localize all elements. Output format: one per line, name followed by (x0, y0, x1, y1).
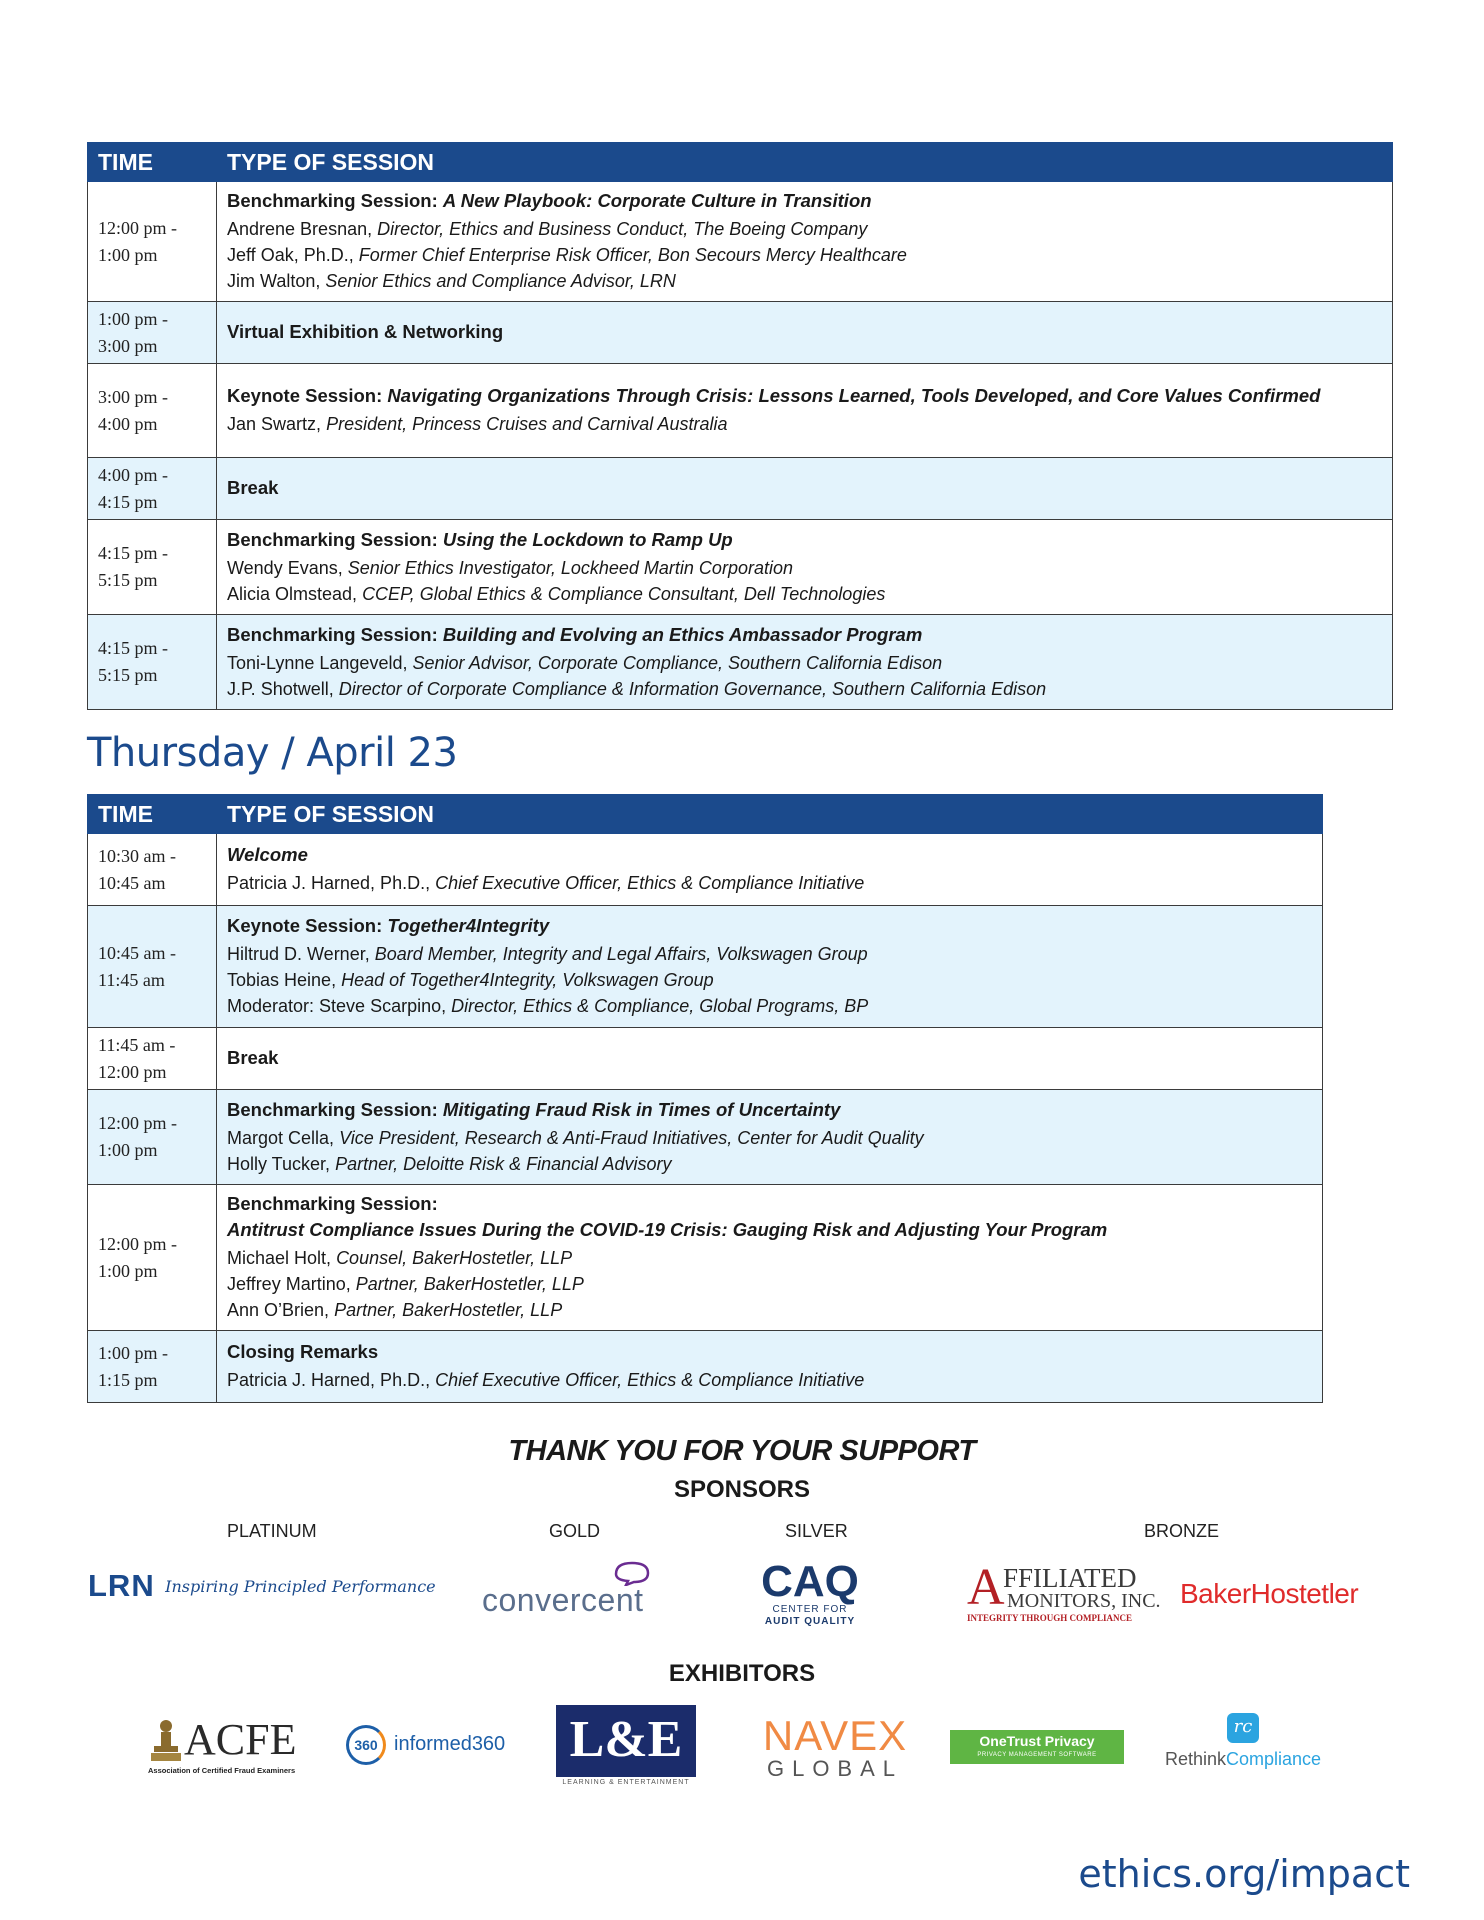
onetrust-line1: OneTrust Privacy (979, 1733, 1095, 1749)
schedule-table-thursday (87, 794, 1323, 1403)
session-type: Benchmarking Session: (227, 623, 438, 645)
start-time: 12:00 pm - (98, 1233, 177, 1254)
bakerhostetler-wordmark: BakerHostetler (1180, 1578, 1359, 1609)
session-title (227, 383, 1382, 409)
schedule-body (88, 182, 1393, 710)
schedule-row (88, 834, 1323, 906)
speaker-name: Jeffrey Martino, (227, 1274, 351, 1294)
caq-logo[interactable] (755, 1557, 865, 1640)
session-column-header: TYPE OF SESSION (217, 143, 1393, 182)
le-mark: L&E (569, 1711, 683, 1768)
speaker-line (227, 1245, 1312, 1271)
end-time: 1:00 pm (98, 1140, 158, 1160)
tier-platinum-label: PLATINUM (227, 1521, 317, 1541)
start-time: 11:45 am - (98, 1034, 176, 1055)
start-time: 4:15 pm - (98, 543, 168, 563)
session-type: Benchmarking Session: (227, 1193, 438, 1214)
session-type: Benchmarking Session: (227, 190, 438, 211)
speaker-line (227, 1367, 1312, 1393)
informed360-name: informed360 (394, 1733, 506, 1755)
session-type: Closing Remarks (227, 1341, 379, 1362)
navex-line2: GLOBAL (766, 1756, 904, 1781)
speaker-name: Jan Swartz, (227, 414, 322, 434)
acfe-emblem-icon (148, 1718, 184, 1764)
table-header-row (88, 795, 1323, 834)
schedule-row (88, 458, 1393, 520)
session-name: Together4Integrity (387, 915, 550, 936)
schedule-table-wednesday (87, 142, 1393, 710)
navex-line1: NAVEX (762, 1712, 908, 1759)
end-time: 10:45 am (98, 872, 166, 893)
session-type: Keynote Session: (227, 385, 383, 406)
speaker-name: Tobias Heine, (227, 970, 337, 990)
session-cell (217, 615, 1393, 710)
speaker-line (227, 870, 1312, 896)
schedule-row (88, 302, 1393, 364)
session-type: Benchmarking Session: (227, 1098, 438, 1120)
session-name: Mitigating Fraud Risk in Times of Uncertainty (442, 1098, 841, 1120)
time-cell (88, 1185, 217, 1331)
start-time: 1:00 pm - (98, 1342, 168, 1363)
time-cell (88, 520, 217, 615)
time-cell (88, 1028, 217, 1090)
session-title (227, 1097, 1312, 1123)
rethink-mark: rc (1227, 1713, 1259, 1743)
lrn-logo[interactable] (88, 1568, 453, 1608)
session-name: Navigating Organizations Through Crisis: Lessons Learned, Tools Developed, and Core Values Confirmed (387, 385, 1321, 406)
session-cell (217, 1028, 1323, 1090)
session-name: Antitrust Compliance Issues During the COVID-19 Crisis: Gauging Risk and Adjusting Your Program (227, 1219, 1108, 1240)
time-cell (88, 1090, 217, 1185)
le-subtitle: LEARNING & ENTERTAINMENT (562, 1779, 690, 1786)
speaker-name: Alicia Olmstead, (227, 583, 358, 604)
onetrust-line2: PRIVACY MANAGEMENT SOFTWARE (977, 1752, 1097, 1758)
day-heading: Thursday / April 23 (87, 730, 458, 776)
acfe-logo[interactable] (148, 1715, 308, 1783)
time-cell (88, 1331, 217, 1403)
speaker-role: Partner, Deloitte Risk & Financial Advisory (335, 1153, 672, 1174)
caq-line1: CENTER FOR (772, 1604, 848, 1615)
end-time: 12:00 pm (98, 1061, 167, 1082)
footer-url-link[interactable]: ethics.org/impact (1078, 1852, 1410, 1896)
tier-bronze-label: BRONZE (1144, 1521, 1220, 1541)
speaker-role: Former Chief Enterprise Risk Officer, Bon Secours Mercy Healthcare (358, 245, 907, 265)
speaker-line (227, 268, 1382, 294)
speaker-role: Director of Corporate Compliance & Information Governance, Southern California Edison (338, 678, 1047, 699)
speaker-line (227, 1271, 1312, 1297)
schedule-row (88, 520, 1393, 615)
speaker-name: Moderator: Steve Scarpino, (227, 996, 447, 1016)
schedule-row (88, 364, 1393, 458)
speaker-name: Patricia J. Harned, Ph.D., (227, 873, 431, 893)
speaker-line (227, 1297, 1312, 1323)
table-header-row (88, 143, 1393, 182)
speaker-role: Director, Ethics and Business Conduct, The Boeing Company (377, 219, 868, 239)
session-title (227, 842, 1312, 868)
speaker-role: Senior Advisor, Corporate Compliance, Southern California Edison (412, 652, 943, 673)
affiliated-line3: INTEGRITY THROUGH COMPLIANCE (967, 1613, 1133, 1623)
session-column-header: TYPE OF SESSION (217, 795, 1323, 834)
speaker-role: Chief Executive Officer, Ethics & Compliance Initiative (435, 1370, 865, 1390)
speaker-line (227, 941, 1312, 967)
end-time: 4:00 pm (98, 413, 158, 434)
rethink-wordmark (1152, 1749, 1334, 1770)
speaker-role: President, Princess Cruises and Carnival Australia (326, 414, 728, 434)
session-name: Building and Evolving an Ethics Ambassador Program (442, 623, 923, 645)
rethink-part1: Rethink (1164, 1749, 1226, 1769)
rethink-compliance-logo[interactable] (1152, 1713, 1334, 1779)
speaker-role: Director, Ethics & Compliance, Global Programs, BP (451, 996, 869, 1016)
speaker-name: Holly Tucker, (227, 1153, 331, 1174)
speaker-name: J.P. Shotwell, (227, 678, 334, 699)
bakerhostetler-logo[interactable] (1180, 1578, 1400, 1618)
session-cell (217, 1185, 1323, 1331)
start-time: 1:00 pm - (98, 308, 168, 329)
session-name: Welcome (227, 844, 308, 865)
session-type: Keynote Session: (227, 915, 383, 936)
session-cell (217, 302, 1393, 364)
tier-silver-label: SILVER (785, 1521, 848, 1541)
end-time: 1:15 pm (98, 1369, 158, 1390)
session-cell (217, 458, 1393, 520)
informed360-mark: 360 (346, 1725, 386, 1765)
time-cell (88, 906, 217, 1028)
session-name: A New Playbook: Corporate Culture in Transition (442, 190, 872, 211)
time-cell (88, 834, 217, 906)
speaker-role: Chief Executive Officer, Ethics & Compliance Initiative (435, 873, 865, 893)
schedule-row (88, 1331, 1323, 1403)
session-cell (217, 182, 1393, 302)
session-name: Using the Lockdown to Ramp Up (442, 528, 733, 550)
speaker-line (227, 555, 1382, 581)
speaker-name: Margot Cella, (227, 1127, 335, 1148)
time-column-header: TIME (88, 143, 217, 182)
speaker-role: Vice President, Research & Anti-Fraud Initiatives, Center for Audit Quality (339, 1127, 924, 1148)
session-title (227, 1045, 1312, 1071)
schedule-body (88, 834, 1323, 1403)
speaker-line (227, 676, 1382, 702)
session-cell (217, 520, 1393, 615)
time-column-header: TIME (88, 795, 217, 834)
lrn-tagline: Inspiring Principled Performance (165, 1576, 436, 1596)
schedule-row (88, 1028, 1323, 1090)
acfe-mark: ACFE (184, 1715, 297, 1764)
session-type: Virtual Exhibition & Networking (227, 321, 504, 342)
start-time: 10:30 am - (98, 845, 176, 866)
schedule-row (88, 906, 1323, 1028)
navex-global-logo[interactable] (760, 1712, 910, 1785)
speaker-role: CCEP, Global Ethics & Compliance Consultant, Dell Technologies (362, 583, 886, 604)
sponsors-heading: SPONSORS (673, 1476, 811, 1503)
session-cell (217, 1331, 1323, 1403)
session-type: Break (227, 477, 279, 498)
session-cell (217, 364, 1393, 458)
speaker-role: Counsel, BakerHostetler, LLP (336, 1248, 573, 1268)
time-cell (88, 182, 217, 302)
exhibitors-heading: EXHIBITORS (668, 1660, 816, 1687)
start-time: 12:00 pm - (98, 217, 177, 238)
start-time: 10:45 am - (98, 942, 176, 963)
session-title (227, 913, 1312, 939)
end-time: 11:45 am (98, 969, 165, 990)
caq-mark: CAQ (761, 1557, 859, 1606)
speaker-role: Partner, BakerHostetler, LLP (334, 1300, 563, 1320)
affiliated-line1: FFILIATED (1003, 1563, 1137, 1593)
speaker-name: Ann O’Brien, (227, 1300, 330, 1320)
speaker-line (227, 650, 1382, 676)
session-cell (217, 1090, 1323, 1185)
schedule-row (88, 1185, 1323, 1331)
session-title (227, 527, 1382, 553)
speaker-name: Andrene Bresnan, (227, 219, 373, 239)
speaker-name: Patricia J. Harned, Ph.D., (227, 1370, 431, 1390)
speaker-line (227, 993, 1312, 1019)
convercent-logo[interactable] (482, 1560, 667, 1620)
time-cell (88, 364, 217, 458)
speaker-line (227, 1151, 1312, 1177)
speaker-name: Wendy Evans, (227, 557, 343, 578)
speaker-line (227, 242, 1382, 268)
tier-gold-label: GOLD (549, 1521, 601, 1541)
end-time: 1:00 pm (98, 244, 158, 265)
end-time: 5:15 pm (98, 665, 158, 685)
session-cell (217, 906, 1323, 1028)
start-time: 3:00 pm - (98, 386, 168, 407)
speaker-name: Michael Holt, (227, 1248, 332, 1268)
session-title (227, 475, 1382, 501)
speaker-line (227, 967, 1312, 993)
speaker-name: Jeff Oak, Ph.D., (227, 245, 354, 265)
speaker-role: Senior Ethics and Compliance Advisor, LRN (325, 271, 676, 291)
schedule-row (88, 182, 1393, 302)
time-cell (88, 458, 217, 520)
speaker-role: Partner, BakerHostetler, LLP (355, 1274, 584, 1294)
speaker-line (227, 1125, 1312, 1151)
caq-line2: AUDIT QUALITY (764, 1616, 856, 1627)
convercent-wordmark: convercent (482, 1582, 644, 1618)
session-title (227, 1191, 1312, 1243)
session-cell (217, 834, 1323, 906)
speaker-line (227, 411, 1382, 437)
le-logo[interactable] (556, 1705, 696, 1790)
schedule-row (88, 1090, 1323, 1185)
session-title (227, 319, 1382, 345)
speaker-line (227, 581, 1382, 607)
affiliated-line2: MONITORS, INC. (1007, 1590, 1161, 1612)
onetrust-logo[interactable] (950, 1730, 1124, 1764)
start-time: 4:15 pm - (98, 638, 168, 658)
speaker-role: Board Member, Integrity and Legal Affairs, Volkswagen Group (374, 944, 868, 964)
speaker-name: Hiltrud D. Werner, (227, 944, 370, 964)
speaker-name: Jim Walton, (227, 271, 321, 291)
session-type: Break (227, 1047, 279, 1068)
session-title (227, 188, 1382, 214)
le-badge (556, 1705, 696, 1777)
affiliated-letter: A (967, 1559, 1005, 1616)
end-time: 4:15 pm (98, 491, 158, 512)
speaker-role: Head of Together4Integrity, Volkswagen Group (341, 970, 714, 990)
session-title (227, 1339, 1312, 1365)
speaker-name: Toni-Lynne Langeveld, (227, 652, 408, 673)
time-cell (88, 615, 217, 710)
start-time: 12:00 pm - (98, 1113, 177, 1133)
end-time: 5:15 pm (98, 570, 158, 590)
acfe-subtitle: Association of Certified Fraud Examiners (148, 1766, 296, 1775)
session-type: Benchmarking Session: (227, 528, 438, 550)
speaker-role: Senior Ethics Investigator, Lockheed Martin Corporation (347, 557, 793, 578)
session-title (227, 622, 1382, 648)
schedule-row (88, 615, 1393, 710)
lrn-mark: LRN (88, 1568, 155, 1603)
time-cell (88, 302, 217, 364)
end-time: 1:00 pm (98, 1260, 158, 1281)
thank-you-heading: THANK YOU FOR YOUR SUPPORT (508, 1435, 976, 1467)
end-time: 3:00 pm (98, 335, 158, 356)
speaker-line (227, 216, 1382, 242)
informed360-logo[interactable] (346, 1725, 516, 1767)
rethink-part2: Compliance (1225, 1749, 1322, 1769)
affiliated-monitors-logo[interactable] (967, 1559, 1161, 1628)
start-time: 4:00 pm - (98, 464, 168, 485)
